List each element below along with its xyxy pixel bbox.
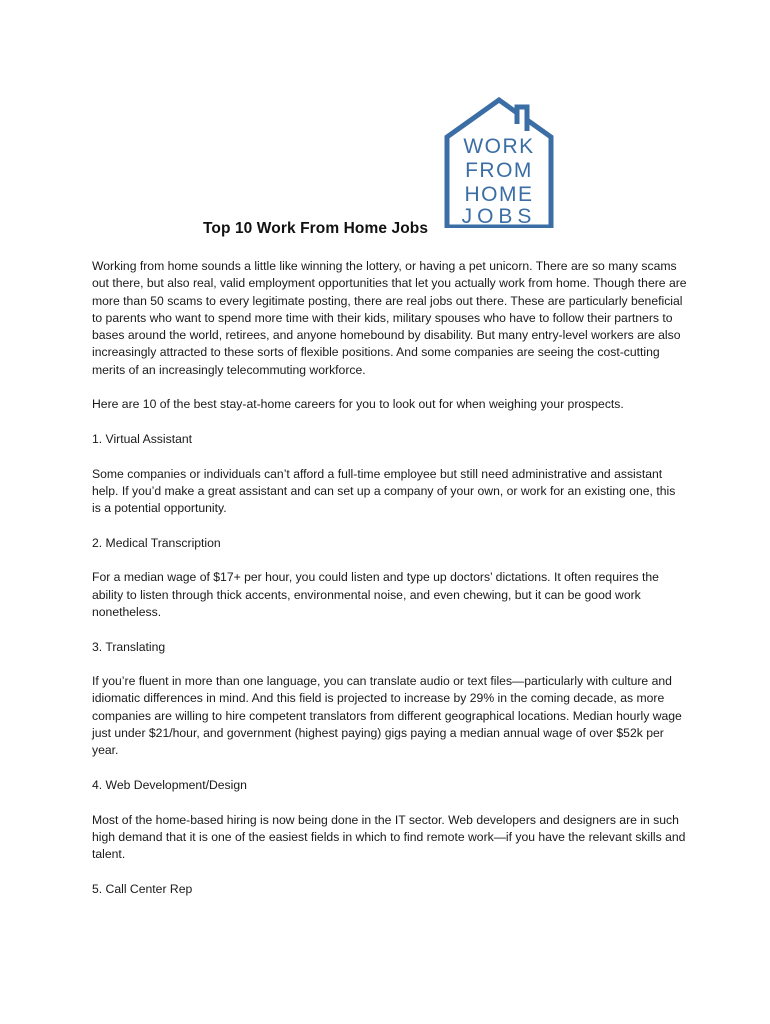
item-body-translating: If you’re fluent in more than one language, you can translate audio or text files—particularly with culture and idiomatic differences in mind. And this field is projected to increase by 29% in the coming decade, as more companies are willing to hire competent translators from different geographical locations. Median hourly wage just under $21/hour, and government (highest paying) gigs paying a median annual wage of over $52k per year.	[92, 674, 682, 758]
article-body	[92, 258, 687, 915]
logo-line-3: HOME	[464, 183, 534, 206]
house-logo-icon	[443, 97, 555, 228]
item-heading-call-center-rep: 5. Call Center Rep	[92, 881, 193, 896]
lead-paragraph: Here are 10 of the best stay-at-home careers for you to look out for when weighing your prospects.	[92, 397, 624, 412]
item-body-web-development: Most of the home-based hiring is now being done in the IT sector. Web developers and designers are in such high demand that it is one of the easiest fields in which to find remote work—if you have the relevant skills and talent.	[92, 812, 686, 862]
item-heading-medical-transcription: 2. Medical Transcription	[92, 535, 221, 550]
page-title: Top 10 Work From Home Jobs	[203, 220, 429, 237]
item-heading-virtual-assistant: 1. Virtual Assistant	[92, 431, 193, 446]
item-heading-web-development: 4. Web Development/Design	[92, 777, 247, 792]
item-body-virtual-assistant: Some companies or individuals can’t afford a full-time employee but still need administrative and assistant help. If you’d make a great assistant and can set up a company of your own, or work for an existing one, this is a potential opportunity.	[92, 466, 676, 516]
item-body-medical-transcription: For a median wage of $17+ per hour, you could listen and type up doctors’ dictations. It often requires the ability to listen through thick accents, environmental noise, and even chewing, but it can be good work nonetheless.	[92, 570, 659, 619]
logo-line-1: WORK	[463, 135, 535, 158]
work-from-home-jobs-logo	[443, 97, 555, 228]
logo-line-4: JOBS	[461, 205, 537, 228]
logo-line-2: FROM	[465, 159, 533, 182]
intro-paragraph: Working from home sounds a little like winning the lottery, or having a pet unicorn. There are so many scams out there, but also real, valid employment opportunities that let you actually work from home. Though there are more than 50 scams to every legitimate posting, there are real jobs out there. These are particularly beneficial to parents who want to spend more time with their kids, military spouses who have to follow their partners to bases around the world, retirees, and anyone homebound by disability. But many entry-level workers are also increasingly attracted to these sorts of flexible positions. And some companies are seeing the cost-cutting merits of an increasingly telecommuting workforce.	[92, 259, 687, 377]
item-heading-translating: 3. Translating	[92, 639, 166, 654]
